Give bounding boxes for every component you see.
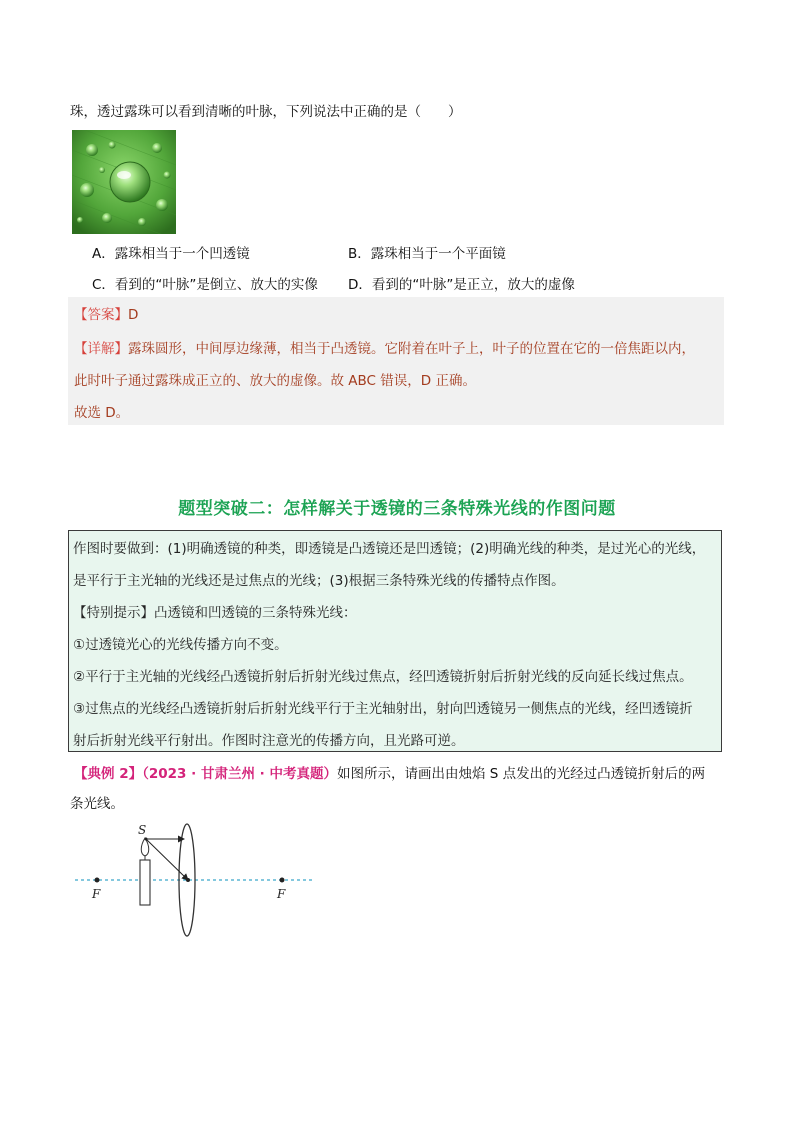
option-c: C．看到的“叶脉”是倒立、放大的实像 <box>92 277 318 293</box>
answer-box <box>68 297 724 425</box>
tips-box <box>68 530 722 752</box>
focal-point-left <box>95 878 100 883</box>
label-s: S <box>138 823 147 837</box>
detail-tag: 【详解】 <box>74 341 128 357</box>
rule-2: ②平行于主光轴的光线经凸透镜折射后折射光线过焦点，经凹透镜折射后折射光线的反向延长线过焦点。 <box>73 669 693 685</box>
example-line-1 <box>74 762 705 782</box>
example-text-1: 如图所示，请画出由烛焰 S 点发出的光经过凸透镜折射后的两 <box>336 766 706 782</box>
section-title: 题型突破二：怎样解关于透镜的三条特殊光线的作图问题 <box>178 499 616 519</box>
focal-point-right <box>280 878 285 883</box>
label-f-left: F <box>92 887 101 901</box>
hint-text: 凸透镜和凹透镜的三条特殊光线： <box>154 605 357 621</box>
rule-3a: ③过焦点的光线经凸透镜折射后折射光线平行于主光轴射出，射向凹透镜另一侧焦点的光线，经凹透镜折 <box>73 701 693 717</box>
label-f-right: F <box>277 887 286 901</box>
conclusion: 故选 D。 <box>74 405 130 421</box>
detail-line-1 <box>74 337 695 357</box>
example-source: （2023 · 甘肃兰州 · 中考真题） <box>142 766 337 782</box>
example-line-2: 条光线。 <box>70 796 124 812</box>
answer-tag: 【答案】 <box>74 307 128 323</box>
dewdrop-leaf-photo <box>72 130 176 234</box>
tip-line-1: 作图时要做到：(1)明确透镜的种类，即透镜是凸透镜还是凹透镜；(2)明确光线的种类，是过光心的光线， <box>73 541 706 557</box>
answer-line <box>74 303 138 323</box>
option-b: B．露珠相当于一个平面镜 <box>348 246 506 262</box>
tip-line-2: 是平行于主光轴的光线还是过焦点的光线；(3)根据三条特殊光线的传播特点作图。 <box>73 573 565 589</box>
rule-1: ①过透镜光心的光线传播方向不变。 <box>73 637 288 653</box>
hint-tag: 【特别提示】 <box>73 605 154 621</box>
rule-3b: 射后折射光线平行射出。作图时注意光的传播方向，且光路可逆。 <box>73 733 465 749</box>
point-s <box>145 838 148 841</box>
question-stem: 珠，透过露珠可以看到清晰的叶脉，下列说法中正确的是（ ） <box>70 104 462 120</box>
detail-text-1: 露珠圆形，中间厚边缘薄，相当于凸透镜。它附着在叶子上，叶子的位置在它的一倍焦距以内， <box>128 341 695 357</box>
lens-diagram <box>70 820 330 944</box>
optical-center <box>186 878 190 882</box>
answer-value: D <box>128 307 139 323</box>
option-d: D．看到的“叶脉”是正立，放大的虚像 <box>348 277 575 293</box>
detail-line-2: 此时叶子通过露珠成正立的、放大的虚像。故 ABC 错误，D 正确。 <box>74 373 476 389</box>
option-a: A．露珠相当于一个凹透镜 <box>92 246 250 262</box>
hint-line <box>73 601 357 621</box>
candle <box>140 860 150 905</box>
ray-center <box>146 839 188 880</box>
example-tag: 【典例 2】 <box>74 766 143 782</box>
